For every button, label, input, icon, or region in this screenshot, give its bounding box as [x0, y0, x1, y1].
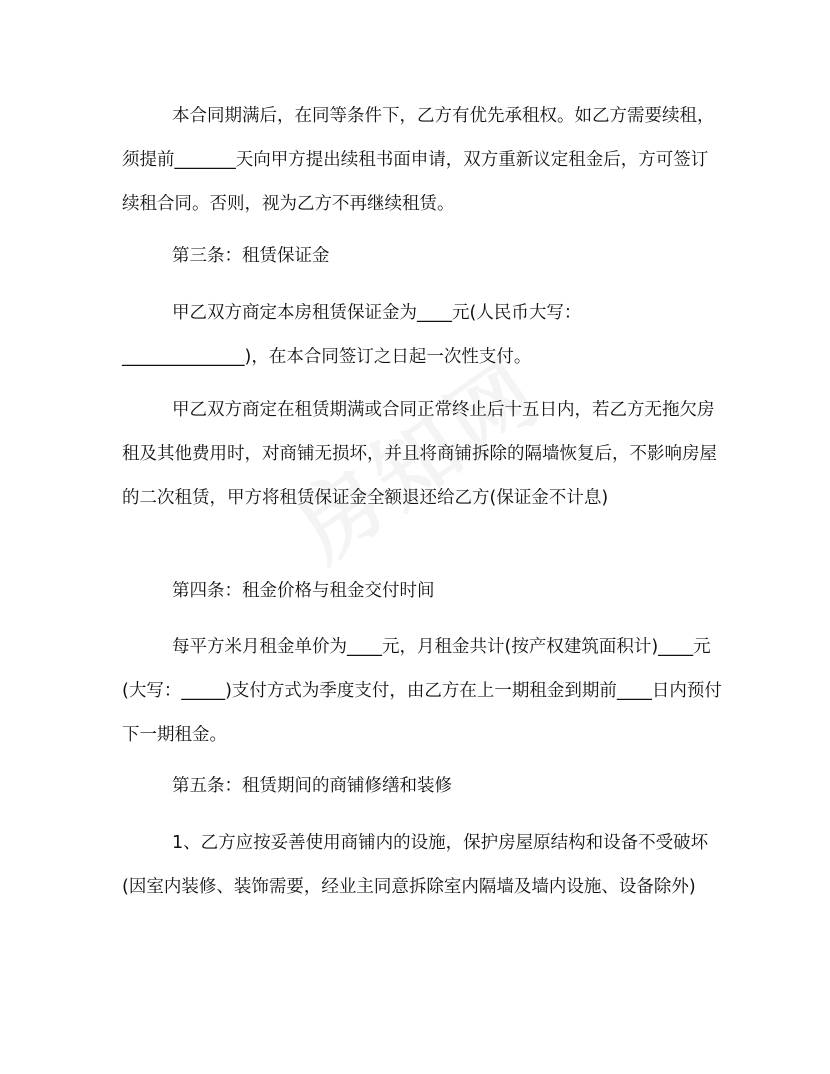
paragraph-deposit-amount: 甲乙双方商定本房租赁保证金为____元(人民币大写：______________)，在本合同签订之日起一次性支付。 — [122, 303, 582, 367]
heading-article-5: 第五条：租赁期间的商铺修缮和装修 — [172, 776, 452, 796]
heading-article-4: 第四条：租金价格与租金交付时间 — [172, 581, 435, 601]
paragraph-rent-price: 每平方米月租金单价为____元，月租金共计(按产权建筑面积计)____元(大写：_____)支付方式为季度支付，由乙方在上一期租金到期前____日内预付下一期租金。 — [122, 637, 722, 745]
paragraph-deposit-refund: 甲乙双方商定在租赁期满或合同正常终止后十五日内，若乙方无拖欠房租及其他费用时，对商铺无损坏，并且将商铺拆除的隔墙恢复后，不影响房屋的二次租赁，甲方将租赁保证金全额退还给乙方(保证金不计息) — [122, 400, 717, 508]
paragraph-maintenance-1: 1、乙方应按妥善使用商铺内的设施，保护房屋原结构和设备不受破坏(因室内装修、装饰需要，经业主同意拆除室内隔墙及墙内设施、设备除外) — [122, 833, 709, 897]
heading-article-3: 第三条：租赁保证金 — [172, 246, 330, 266]
paragraph-renewal: 本合同期满后，在同等条件下，乙方有优先承租权。如乙方需要续租，须提前_______天向甲方提出续租书面申请，双方重新议定租金后，方可签订续租合同。否则，视为乙方不再继续租赁。 — [122, 106, 715, 214]
